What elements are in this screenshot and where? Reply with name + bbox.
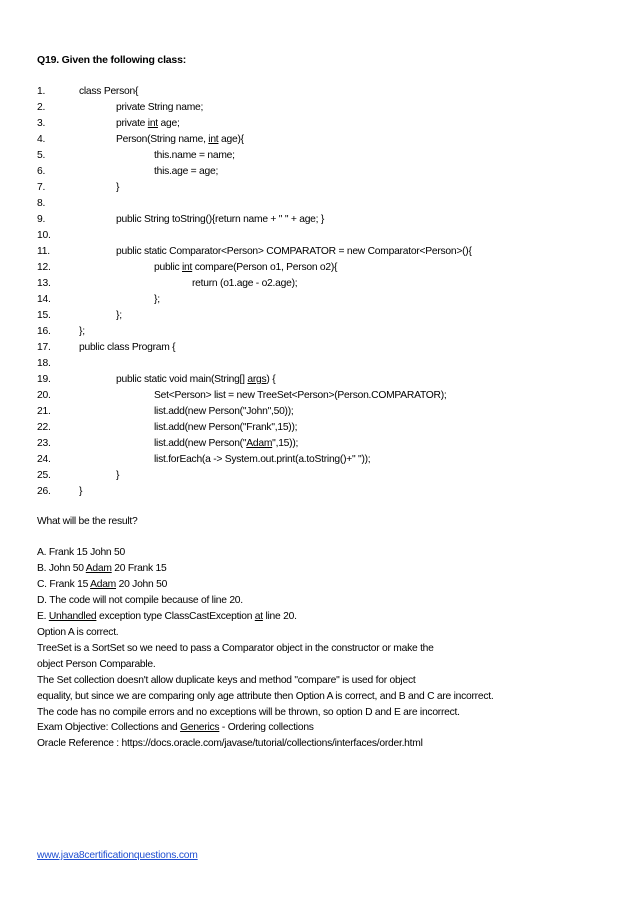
text-run: list.add(new Person("John",50)); [154, 406, 294, 417]
line-number: 15. [37, 310, 51, 321]
code-text [154, 292, 160, 308]
code-line [37, 484, 617, 500]
code-text [79, 484, 82, 500]
line-number: 4. [37, 134, 46, 145]
text-run: line 20. [262, 611, 297, 622]
code-line [37, 468, 617, 484]
code-line [37, 228, 617, 244]
text-run: }; [79, 326, 85, 337]
code-line [37, 324, 617, 340]
text-run: Set<Person> list = new TreeSet<Person>(Person.COMPARATOR); [154, 390, 447, 401]
code-line [37, 388, 617, 404]
code-line [37, 116, 617, 132]
explanation-line: Option A is correct. [37, 627, 119, 638]
code-text [116, 212, 324, 228]
text-run: list.add(new Person("Frank",15)); [154, 422, 298, 433]
text-run: }; [154, 294, 160, 305]
line-number: 13. [37, 278, 51, 289]
text-run: }; [116, 310, 122, 321]
code-line [37, 452, 617, 468]
text-run: 20 Frank 15 [111, 563, 167, 574]
text-run: private [116, 118, 148, 129]
code-text [154, 436, 298, 452]
code-text [116, 372, 275, 388]
text-run: public static Comparator<Person> COMPARATOR = new Comparator<Person>(){ [116, 246, 472, 257]
line-number: 25. [37, 470, 51, 481]
code-line [37, 372, 617, 388]
text-run: return (o1.age - o2.age); [192, 278, 298, 289]
text-run: age){ [218, 134, 244, 145]
question-text: What will be the result? [37, 516, 138, 527]
underlined-word: int [147, 118, 158, 129]
code-line [37, 420, 617, 436]
text-run: exception type ClassCastException [96, 611, 255, 622]
line-number: 23. [37, 438, 51, 449]
text-run: list.forEach(a -> System.out.print(a.toString()+" ")); [154, 454, 371, 465]
text-run: - Ordering collections [219, 722, 314, 733]
code-text [116, 180, 119, 196]
line-number: 17. [37, 342, 51, 353]
explanation-line: The Set collection doesn't allow duplicate keys and method "compare" is used for object [37, 675, 416, 686]
code-line [37, 148, 617, 164]
underlined-word: int [182, 262, 193, 273]
text-run: D. The code will not compile because of line 20. [37, 595, 243, 606]
code-text [79, 340, 175, 356]
text-run: } [116, 470, 120, 481]
text-run: A. Frank 15 John 50 [37, 547, 125, 558]
code-text [154, 164, 218, 180]
line-number: 1. [37, 86, 46, 97]
code-line [37, 84, 617, 100]
text-run: Person(String name, [116, 134, 209, 145]
line-number: 11. [37, 246, 50, 257]
underlined-word: Unhandled [48, 611, 97, 622]
text-run: list.add(new Person(" [154, 438, 247, 449]
underlined-word: Adam [85, 563, 112, 574]
line-number: 16. [37, 326, 51, 337]
code-line [37, 244, 617, 260]
code-text [116, 244, 472, 260]
line-number: 6. [37, 166, 46, 177]
underlined-word: Generics [180, 722, 220, 733]
code-line [37, 100, 617, 116]
underlined-word: Adam [90, 579, 116, 590]
text-run: Oracle Reference : https://docs.oracle.com/javase/tutorial/collections/interfaces/order.html [37, 738, 423, 749]
text-run: Exam Objective: Collections and [37, 722, 181, 733]
code-line [37, 292, 617, 308]
line-number: 10. [37, 230, 51, 241]
underlined-word: at [254, 611, 263, 622]
code-text [79, 84, 138, 100]
footer-link[interactable]: www.java8certificationquestions.com [37, 850, 198, 861]
objective-line [37, 720, 622, 736]
code-line [37, 260, 617, 276]
line-number: 19. [37, 374, 51, 385]
text-run: this.age = age; [154, 166, 219, 177]
code-line [37, 164, 617, 180]
line-number: 24. [37, 454, 51, 465]
explanation [37, 625, 622, 721]
code-line [37, 212, 617, 228]
code-text [154, 420, 297, 436]
text-run: age; [157, 118, 180, 129]
text-run: 20 John 50 [116, 579, 168, 590]
code-line [37, 196, 617, 212]
line-number: 12. [37, 262, 51, 273]
line-number: 18. [37, 358, 51, 369]
code-line [37, 132, 617, 148]
code-text [154, 260, 337, 276]
objective-line [37, 736, 622, 752]
explanation-line: object Person Comparable. [37, 659, 156, 670]
line-number: 21. [37, 406, 51, 417]
text-run: public [154, 262, 183, 273]
line-number: 14. [37, 294, 51, 305]
line-number: 5. [37, 150, 46, 161]
line-number: 20. [37, 390, 51, 401]
line-number: 22. [37, 422, 51, 433]
code-line [37, 276, 617, 292]
code-line [37, 436, 617, 452]
explanation-line: TreeSet is a SortSet so we need to pass a Comparator object in the constructor or make the [37, 643, 434, 654]
text-run: B. John 50 [37, 563, 86, 574]
text-run: public class Program { [79, 342, 176, 353]
code-text [79, 324, 85, 340]
underlined-word: Adam [246, 438, 273, 449]
underlined-word: int [208, 134, 219, 145]
question-title: Q19. Given the following class: [37, 54, 187, 66]
code-text [116, 132, 244, 148]
line-number: 26. [37, 486, 51, 497]
explanation-line: The code has no compile errors and no exceptions will be thrown, so option D and E are incorrect. [37, 707, 460, 718]
code-line [37, 180, 617, 196]
code-text [154, 388, 447, 404]
underlined-word: args [247, 374, 267, 385]
text-run: compare(Person o1, Person o2){ [192, 262, 338, 273]
exam-objective [37, 720, 622, 752]
question-prompt [37, 514, 622, 530]
code-text [192, 276, 297, 292]
text-run: E. [37, 611, 49, 622]
answer-option [37, 593, 622, 609]
answer-options [37, 545, 622, 625]
explanation-line: equality, but since we are comparing only age attribute then Option A is correct, and B and C are incorrect. [37, 691, 494, 702]
code-line [37, 404, 617, 420]
text-run: ) { [266, 374, 276, 385]
text-run: } [116, 182, 120, 193]
code-listing [37, 84, 617, 500]
code-line [37, 340, 617, 356]
text-run: private String name; [116, 102, 204, 113]
code-text [116, 100, 203, 116]
line-number: 2. [37, 102, 46, 113]
line-number: 7. [37, 182, 46, 193]
text-run: C. Frank 15 [37, 579, 91, 590]
code-text [154, 148, 235, 164]
code-text [116, 468, 119, 484]
text-run: } [79, 486, 83, 497]
line-number: 9. [37, 214, 46, 225]
text-run: public String toString(){return name + " " + age; } [116, 214, 325, 225]
answer-option [37, 577, 622, 593]
code-line [37, 356, 617, 372]
line-number: 8. [37, 198, 46, 209]
answer-option [37, 561, 622, 577]
text-run: this.name = name; [154, 150, 235, 161]
code-text [116, 308, 122, 324]
answer-option [37, 545, 622, 561]
text-run: class Person{ [79, 86, 139, 97]
code-text [154, 452, 370, 468]
line-number: 3. [37, 118, 46, 129]
text-run: public static void main(String[] [116, 374, 248, 385]
text-run: ",15)); [272, 438, 299, 449]
code-text [154, 404, 294, 420]
code-line [37, 308, 617, 324]
answer-option [37, 609, 622, 625]
code-text [116, 116, 180, 132]
